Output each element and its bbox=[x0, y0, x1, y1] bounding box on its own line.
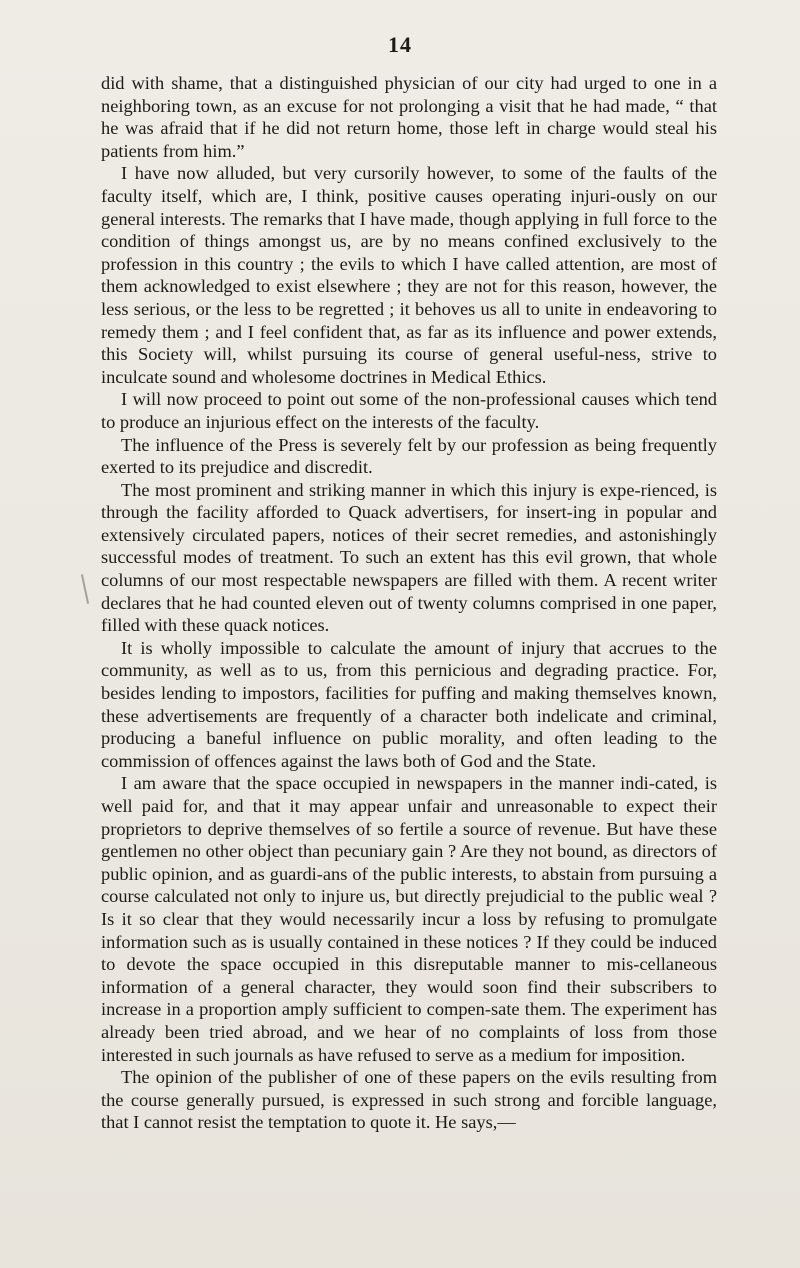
margin-bracket-mark bbox=[81, 574, 89, 604]
paragraph-4: The influence of the Press is severely felt by our profession as being frequently exerted to its prejudice and discredit. bbox=[101, 434, 717, 478]
paragraph-6: It is wholly impossible to calculate the amount of injury that accrues to the community, as well as to us, from this pernicious and degrading practice. For, besides lending to impostors, facilities for puffing and making themselves known, these advertisements are frequently of a character both indelicate and criminal, producing a baneful influence on public morality, and often leading to the commission of offences against the laws both of God and the State. bbox=[101, 637, 717, 771]
paragraph-7: I am aware that the space occupied in newspapers in the manner indi-cated, is well paid for, and that it may appear unfair and unreasonable to expect their proprietors to deprive themselves of so fertile a source of revenue. But have these gentlemen no other object than pecuniary gain ? Are they not bound, as directors of public opinion, and as guardi-ans of the public interests, to abstain from pursuing a course calculated not only to injure us, but directly prejudicial to the public weal ? Is it so clear that they would necessarily incur a loss by refusing to promulgate information such as is usually contained in these notices ? If they could be induced to devote the space occupied in this disreputable manner to mis-cellaneous information of a general character, they would soon find their subscribers to increase in a proportion amply sufficient to compen-sate them. The experiment has already been tried abroad, and we hear of no complaints of loss from those interested in such journals as have refused to serve as a medium for imposition. bbox=[101, 773, 717, 1065]
paragraph-8: The opinion of the publisher of one of these papers on the evils resulting from the course generally pursued, is expressed in such strong and forcible language, that I cannot resist the temptation to quote it. He says,— bbox=[101, 1067, 717, 1133]
paragraph-5: The most prominent and striking manner in which this injury is expe-rienced, is through the facility afforded to Quack advertisers, for insert-ing in popular and extensively circulated papers, notices of their secret remedies, and astonishingly successful modes of treatment. To such an extent has this evil grown, that whole columns of our most respectable newspapers are filled with them. A recent writer declares that he had counted eleven out of twenty columns comprised in one paper, filled with these quack notices. bbox=[101, 479, 717, 636]
paragraph-3: I will now proceed to point out some of the non-professional causes which tend to produce an injurious effect on the interests of the faculty. bbox=[101, 389, 717, 432]
paragraph-2: I have now alluded, but very cursorily however, to some of the faults of the faculty itself, which are, I think, positive causes operating injuri-ously on our general interests. The remarks that I have made, though applying in full force to the condition of things amongst us, are by no means confined exclusively to the profession in this country ; the evils to which I have called attention, are most of them acknowledged to exist elsewhere ; they are not for this reason, however, the less serious, or the less to be regretted ; it behoves us all to unite in endeavoring to remedy them ; and I feel confident that, as far as its influence and power extends, this Society will, whilst pursuing its course of general useful-ness, strive to inculcate sound and wholesome doctrines in Medical Ethics. bbox=[101, 163, 717, 387]
body-text bbox=[101, 72, 717, 1134]
page-number: 14 bbox=[388, 32, 412, 57]
paragraph-1: did with shame, that a distinguished physician of our city had urged to one in a neighboring town, as an excuse for not prolonging a visit that he had made, “ that he was afraid that if he did not return home, those left in charge would steal his patients from him.” bbox=[101, 73, 717, 161]
